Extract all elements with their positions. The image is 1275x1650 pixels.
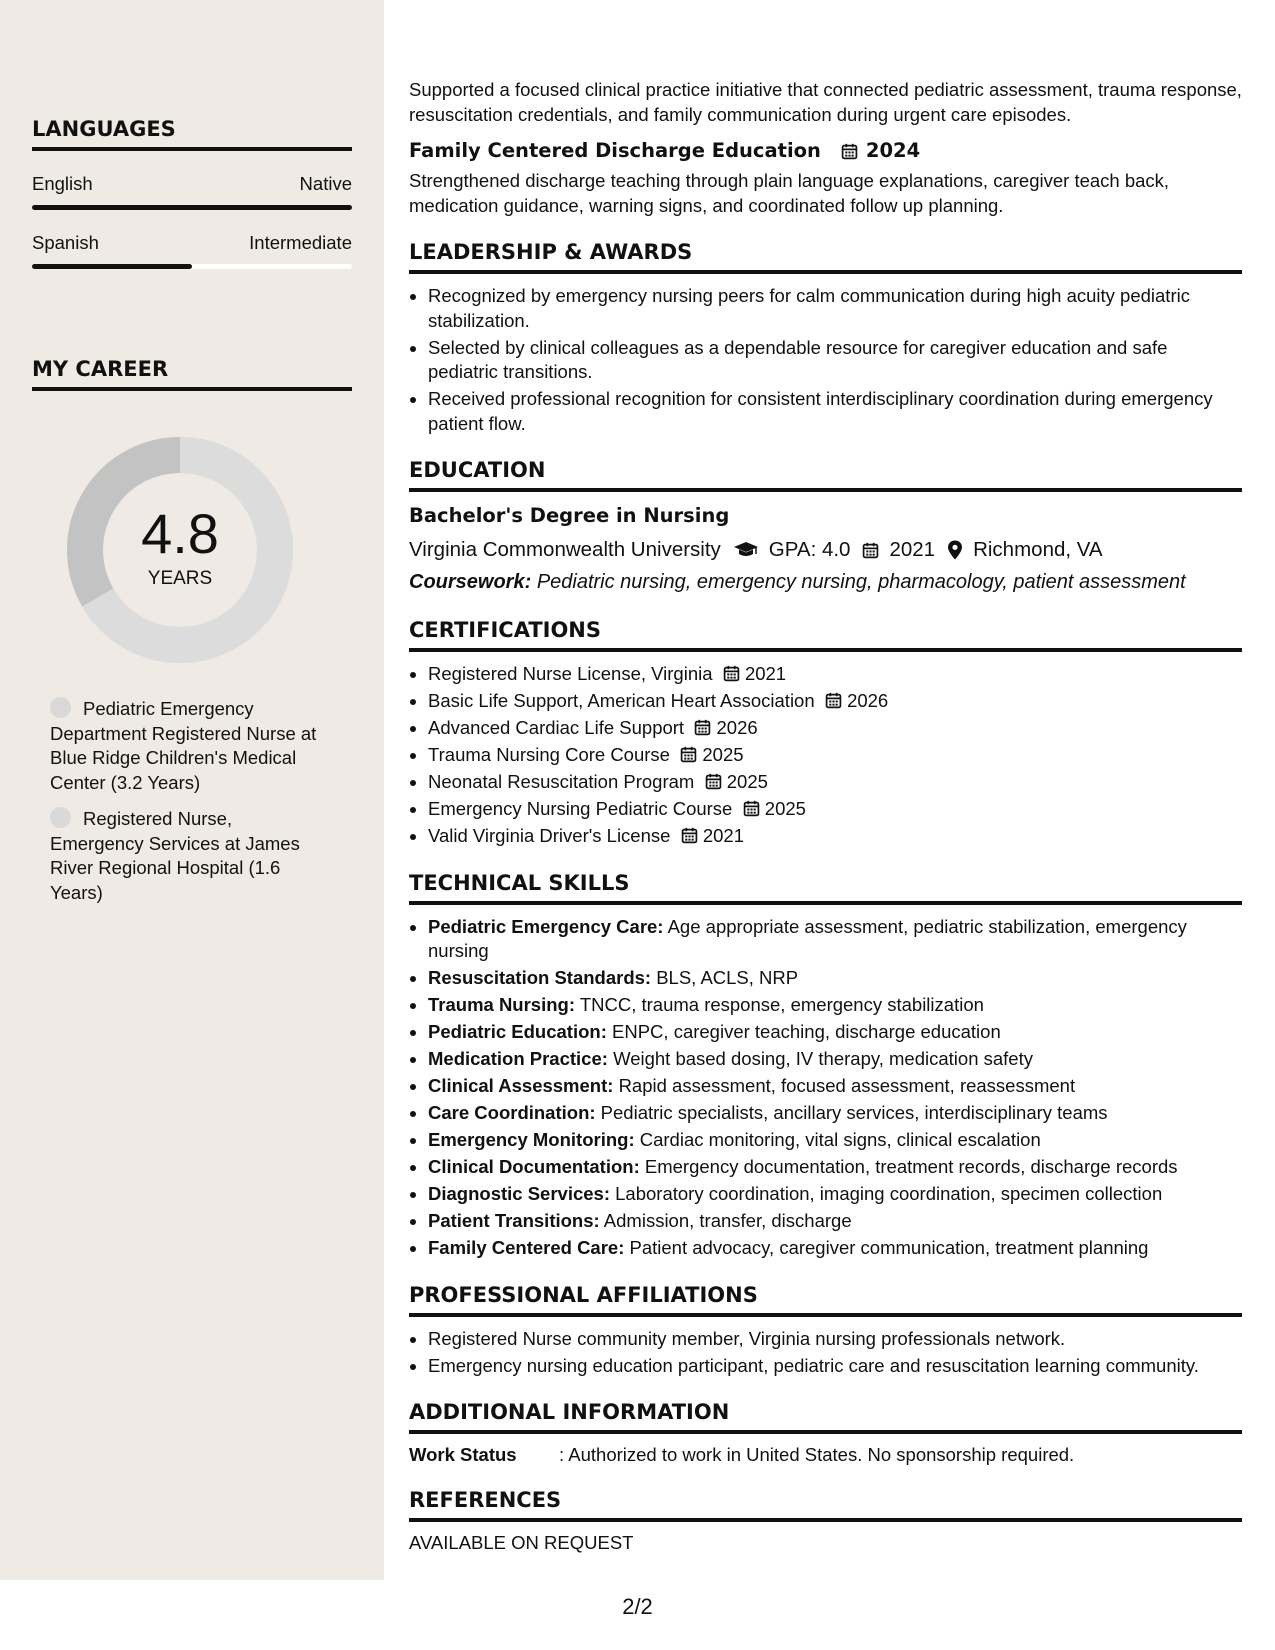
list-item <box>428 689 1242 714</box>
coursework <box>409 568 1242 596</box>
language-level: Native <box>299 173 352 194</box>
skill-text: Admission, transfer, discharge <box>603 1210 852 1231</box>
affiliations-list <box>409 1327 1242 1379</box>
page-number: 2/2 <box>622 1594 653 1619</box>
skill-label: Resuscitation Standards: <box>428 967 652 988</box>
career-item <box>50 697 330 795</box>
main-content <box>409 78 1242 1554</box>
language-proficiency-fill <box>32 205 352 210</box>
skill-label: Clinical Documentation: <box>428 1156 640 1177</box>
career-item <box>50 807 330 905</box>
graduation-cap-icon <box>733 541 759 559</box>
location-pin-icon <box>947 540 963 560</box>
list-item <box>428 1128 1242 1153</box>
calendar-icon <box>862 542 879 559</box>
skill-text: TNCC, trauma response, emergency stabilization <box>579 994 984 1015</box>
skill-label: Care Coordination: <box>428 1102 596 1123</box>
list-item <box>428 716 1242 741</box>
cert-name: Emergency Nursing Pediatric Course <box>428 798 733 819</box>
graduation-year: 2021 <box>889 538 936 561</box>
calendar-icon <box>670 825 702 846</box>
project-year: 2024 <box>865 139 921 162</box>
calendar-icon <box>815 690 847 711</box>
skill-text: Weight based dosing, IV therapy, medication safety <box>613 1048 1033 1069</box>
list-item <box>428 993 1242 1018</box>
language-level: Intermediate <box>249 232 352 253</box>
list-item <box>428 1236 1242 1261</box>
list-item: • Selected by clinical colleagues as a dependable resource for caregiver education and safe pediatric transitions. <box>428 336 1242 385</box>
career-dot-icon <box>50 807 71 828</box>
cert-year: 2021 <box>744 663 787 684</box>
skill-text: Laboratory coordination, imaging coordination, specimen collection <box>615 1183 1163 1204</box>
list-item: • Emergency nursing education participant, pediatric care and resuscitation learning community. <box>428 1354 1242 1379</box>
gpa: GPA: 4.0 <box>768 538 851 561</box>
skill-text: Emergency documentation, treatment records, discharge records <box>644 1156 1178 1177</box>
cert-year: 2025 <box>726 771 768 792</box>
cert-name: Advanced Cardiac Life Support <box>428 717 685 738</box>
leadership-list <box>409 284 1242 436</box>
list-item <box>428 1047 1242 1072</box>
calendar-icon <box>694 771 726 792</box>
language-proficiency-fill <box>32 264 192 269</box>
list-item <box>428 797 1242 822</box>
coursework-label: Coursework: <box>409 571 532 593</box>
education-details <box>409 536 1242 564</box>
list-item <box>428 770 1242 795</box>
skill-label: Pediatric Emergency Care: <box>428 915 664 937</box>
career-total-years: 4.8 <box>141 502 219 565</box>
cert-year: 2025 <box>764 798 806 819</box>
career-unit: YEARS <box>147 568 213 589</box>
skills-list <box>409 915 1242 1261</box>
skill-label: Pediatric Education: <box>428 1021 607 1042</box>
language-entry <box>32 173 352 210</box>
education-heading: EDUCATION <box>409 458 1242 492</box>
language-name: English <box>32 173 93 194</box>
list-item <box>428 743 1242 768</box>
career-section <box>32 357 352 391</box>
certifications-heading: CERTIFICATIONS <box>409 618 1242 652</box>
list-item <box>428 1101 1242 1126</box>
school-name: Virginia Commonwealth University <box>409 538 721 561</box>
cert-name: Valid Virginia Driver's License <box>428 825 671 846</box>
cert-name: Trauma Nursing Core Course <box>428 744 670 765</box>
skill-label: Diagnostic Services: <box>428 1183 610 1204</box>
skill-label: Emergency Monitoring: <box>428 1129 635 1150</box>
skill-label: Trauma Nursing: <box>428 994 575 1015</box>
work-status-value: : Authorized to work in United States. No sponsorship required. <box>559 1444 1075 1465</box>
calendar-icon <box>732 798 764 819</box>
list-item <box>428 966 1242 991</box>
skill-label: Clinical Assessment: <box>428 1075 614 1096</box>
skill-label: Family Centered Care: <box>428 1237 625 1258</box>
list-item: • Registered Nurse community member, Virginia nursing professionals network. <box>428 1327 1242 1352</box>
list-item <box>428 915 1242 964</box>
additional-heading: ADDITIONAL INFORMATION <box>409 1400 1242 1434</box>
skill-text: BLS, ACLS, NRP <box>656 967 799 988</box>
certifications-list <box>409 662 1242 849</box>
list-item <box>428 1155 1242 1180</box>
skill-text: Pediatric specialists, ancillary services, interdisciplinary teams <box>600 1102 1108 1123</box>
cert-name: Basic Life Support, American Heart Association <box>428 690 815 711</box>
career-list <box>50 697 330 917</box>
skill-text: Cardiac monitoring, vital signs, clinical escalation <box>639 1129 1041 1150</box>
references-text: AVAILABLE ON REQUEST <box>409 1532 634 1553</box>
project-intro: Supported a focused clinical practice initiative that connected pediatric assessment, trauma response, resuscitation credentials, and family communication during urgent care episodes. <box>409 79 1242 125</box>
languages-heading: LANGUAGES <box>32 117 352 151</box>
career-dot-icon <box>50 697 71 718</box>
project-title: Family Centered Discharge Education <box>409 139 821 162</box>
skill-label: Patient Transitions: <box>428 1210 600 1231</box>
project-description: Strengthened discharge teaching through plain language explanations, caregiver teach back, medication guidance, warning signs, and coordinated follow up planning. <box>409 170 1170 216</box>
degree-title: Bachelor's Degree in Nursing <box>409 504 730 527</box>
sidebar <box>0 0 384 1580</box>
career-donut-chart <box>66 436 294 664</box>
language-entry <box>32 232 352 269</box>
calendar-icon <box>684 717 716 738</box>
skill-text: Rapid assessment, focused assessment, reassessment <box>618 1075 1076 1096</box>
cert-year: 2021 <box>702 825 745 846</box>
cert-year: 2026 <box>847 690 889 711</box>
affiliations-heading: PROFESSIONAL AFFILIATIONS <box>409 1283 1242 1317</box>
project-title-row <box>409 137 1242 165</box>
list-item: • Recognized by emergency nursing peers for calm communication during high acuity pediatric stabilization. <box>428 284 1242 333</box>
coursework-text: Pediatric nursing, emergency nursing, pharmacology, patient assessment <box>536 571 1186 593</box>
career-item-text: Registered Nurse, Emergency Services at James River Regional Hospital (1.6 Years) <box>50 808 300 903</box>
calendar-icon <box>841 143 858 160</box>
skills-heading: TECHNICAL SKILLS <box>409 871 1242 905</box>
calendar-icon <box>713 663 745 684</box>
work-status-row <box>409 1444 1242 1466</box>
languages-section <box>32 117 352 269</box>
list-item <box>428 1074 1242 1099</box>
cert-year: 2026 <box>716 717 758 738</box>
list-item <box>428 824 1242 849</box>
list-item: • Received professional recognition for consistent interdisciplinary coordination during emergency patient flow. <box>428 387 1242 436</box>
calendar-icon <box>670 744 702 765</box>
leadership-heading: LEADERSHIP & AWARDS <box>409 240 1242 274</box>
list-item <box>428 662 1242 687</box>
cert-year: 2025 <box>702 744 744 765</box>
language-proficiency-bar <box>32 205 352 210</box>
skill-text: Age appropriate assessment, pediatric stabilization, emergency nursing <box>428 915 1187 961</box>
career-heading: MY CAREER <box>32 357 352 391</box>
list-item <box>428 1020 1242 1045</box>
work-status-label: Work Status <box>409 1444 517 1465</box>
list-item <box>428 1209 1242 1234</box>
references-heading: REFERENCES <box>409 1488 1242 1522</box>
language-proficiency-bar <box>32 264 352 269</box>
skill-text: Patient advocacy, caregiver communication, treatment planning <box>629 1237 1149 1258</box>
school-location: Richmond, VA <box>973 538 1103 561</box>
list-item <box>428 1182 1242 1207</box>
career-item-text: Pediatric Emergency Department Registered Nurse at Blue Ridge Children's Medical Center (3.2 Years) <box>50 698 317 793</box>
skill-label: Medication Practice: <box>428 1048 608 1069</box>
language-name: Spanish <box>32 232 99 253</box>
cert-name: Registered Nurse License, Virginia <box>428 663 713 684</box>
skill-text: ENPC, caregiver teaching, discharge education <box>612 1021 1001 1042</box>
cert-name: Neonatal Resuscitation Program <box>428 771 695 792</box>
